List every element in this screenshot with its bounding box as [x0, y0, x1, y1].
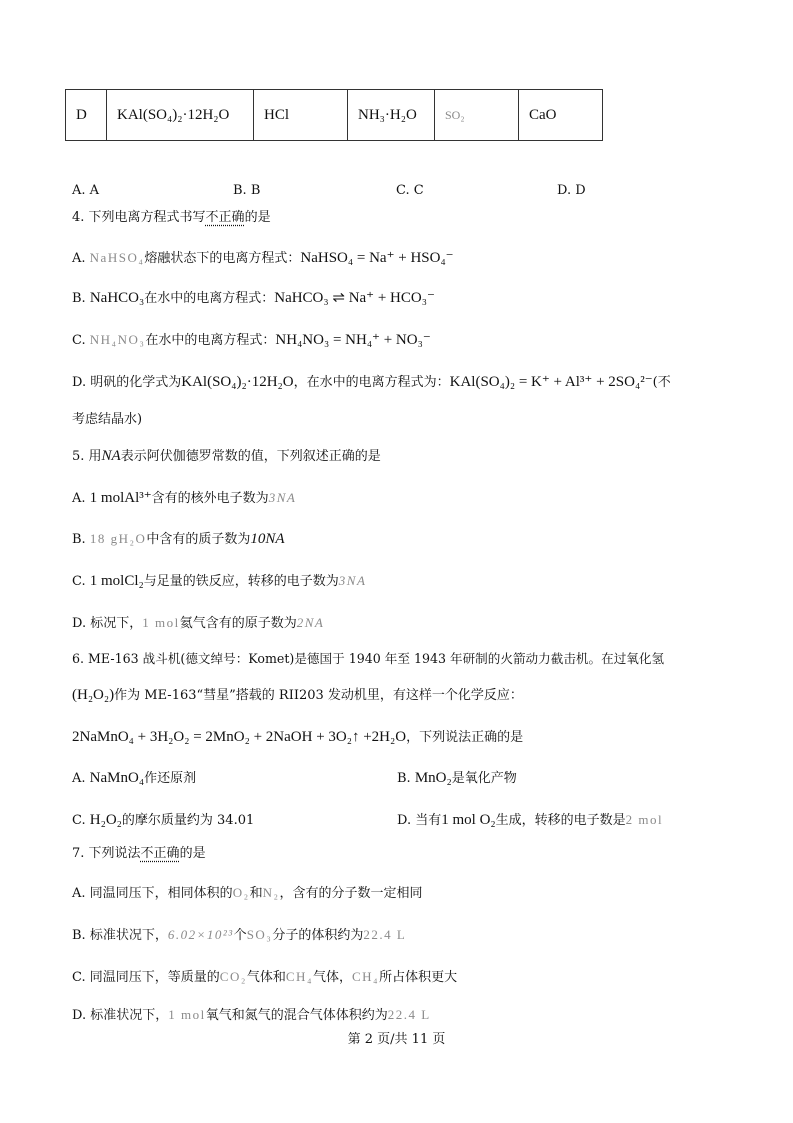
q7-stem — [72, 845, 206, 863]
option-value: 22.4 L — [363, 927, 407, 942]
option-text: 分子的体积约为 — [272, 928, 364, 943]
option-text: (不 — [652, 375, 671, 390]
option-label: A. — [72, 251, 86, 266]
q5-stem-pre: 5. 用 — [72, 449, 102, 464]
option-text: 与足量的铁反应，转移的电子数为 — [143, 574, 339, 589]
option-text: 熔融状态下的电离方程式： — [144, 251, 301, 266]
q7-option-b — [72, 926, 406, 945]
option-text: 氧气和氮气的混合气体体积约为 — [205, 1008, 388, 1023]
q4-option-d-line2: 考虑结晶水) — [72, 412, 143, 427]
q4-stem-post: 的是 — [244, 210, 271, 225]
number-value: 6.02×10²³ — [167, 927, 234, 942]
option-text: 和 — [249, 886, 263, 901]
q6-option-c — [72, 811, 254, 830]
option-text: 标准状况下， — [90, 1008, 169, 1023]
option-text: 当有 — [415, 813, 442, 828]
q4-option-d — [72, 373, 671, 392]
chem-formula: 1 mol — [168, 1007, 206, 1022]
option-label: D. — [72, 616, 87, 631]
option-text: 是氧化产物 — [451, 771, 517, 786]
option-text: 所占体积更大 — [379, 970, 458, 985]
option-value: 2 mol — [625, 812, 664, 827]
avogadro-symbol: NA — [101, 448, 121, 464]
option-label: B. — [72, 291, 86, 306]
option-label: A. — [72, 771, 86, 786]
q7-option-c — [72, 968, 457, 987]
chem-formula: (H₂O₂) — [72, 687, 115, 703]
q4-stem — [72, 209, 271, 227]
table-cell-label: D — [66, 90, 107, 141]
option-label: A. — [72, 886, 86, 901]
table-cell: HCl — [254, 90, 348, 141]
option-text: 生成，转移的电子数是 — [495, 813, 626, 828]
table-cell: SO₂ — [435, 90, 519, 141]
option-label: A. — [72, 491, 86, 506]
table-cell: CaO — [519, 90, 603, 141]
q3-option-a: A. A — [72, 183, 100, 198]
option-label: D. — [72, 375, 87, 390]
chem-formula: O₂ — [232, 885, 250, 900]
chem-formula: 1 mol — [142, 615, 180, 630]
q6-equation-line — [72, 728, 523, 747]
q3-option-b: B. B — [233, 183, 261, 198]
chem-formula: SO₃ — [246, 927, 273, 942]
q6-stem-line1: 6. ME-163 战斗机(德文绰号：Komet)是德国于 1940 年至 1943 年研制的火箭动力截击机。在过氧化氢 — [72, 651, 665, 666]
ionization-equation: NH₄NO₃ = NH₄⁺ + NO₃⁻ — [275, 332, 431, 348]
table-cell: NH₃·H₂O — [348, 90, 435, 141]
chem-formula: MnO₂ — [414, 770, 452, 786]
q4-stem-emph: 不正确 — [205, 210, 245, 225]
chem-formula: CH₄ — [352, 969, 380, 984]
option-text: 明矾的化学式为 — [90, 375, 182, 390]
chem-formula: NaMnO₄ — [89, 770, 145, 786]
q6-stem-text: 作为 ME-163“彗星”搭载的 RII203 发动机里，有这样一个化学反应： — [114, 688, 523, 703]
option-text: ，在水中的电离方程式为： — [293, 375, 450, 390]
ionization-equation: NaHSO₄ = Na⁺ + HSO₄⁻ — [300, 250, 454, 266]
table-cell: KAl(SO₄)₂·12H₂O — [107, 90, 254, 141]
option-label: C. — [72, 333, 86, 348]
option-text: 标准状况下， — [89, 928, 168, 943]
q3-option-c: C. C — [396, 183, 424, 198]
q5-stem — [72, 447, 381, 466]
option-label: C. — [72, 574, 86, 589]
chem-formula: 1 molAl³⁺ — [89, 490, 152, 506]
q6-option-d — [397, 811, 663, 830]
q4-option-b — [72, 289, 435, 308]
table-row — [66, 90, 603, 141]
page-footer: 第 2 页/共 11 页 — [347, 1032, 446, 1047]
chem-formula: 18 gH₂O — [89, 531, 147, 546]
option-text: 中含有的质子数为 — [146, 532, 251, 547]
q7-option-d — [72, 1006, 431, 1025]
option-label: C. — [72, 970, 86, 985]
option-text: 在水中的电离方程式： — [144, 291, 275, 306]
option-value: 3NA — [268, 490, 297, 505]
option-value: 3NA — [338, 573, 367, 588]
chem-formula: KAl(SO₄)₂·12H₂O — [181, 374, 294, 390]
chem-formula: H₂O₂ — [89, 812, 122, 828]
q7-stem-emph: 不正确 — [140, 846, 180, 861]
option-text: 同温同压下，等质量的 — [89, 970, 220, 985]
q7-option-a — [72, 884, 423, 903]
options-table — [65, 89, 603, 141]
option-text: ，含有的分子数一定相同 — [279, 886, 423, 901]
option-label: C. — [72, 813, 86, 828]
option-text: 在水中的电离方程式： — [145, 333, 276, 348]
q6-stem-line2 — [72, 686, 523, 705]
option-text: 气体， — [312, 970, 352, 985]
q5-stem-post: 表示阿伏伽德罗常数的值，下列叙述正确的是 — [120, 449, 381, 464]
option-text: 个 — [233, 928, 247, 943]
ionization-equation: NaHCO₃ ⇌ Na⁺ + HCO₃⁻ — [274, 290, 435, 306]
q6-option-b — [397, 769, 517, 788]
option-value: 22.4 L — [387, 1007, 431, 1022]
option-text: 氦气含有的原子数为 — [179, 616, 297, 631]
q3-option-d: D. D — [557, 183, 586, 198]
option-text: 同温同压下，相同体积的 — [89, 886, 233, 901]
option-text: 含有的核外电子数为 — [151, 491, 269, 506]
chem-formula: N₂ — [262, 885, 280, 900]
option-label: B. — [72, 928, 86, 943]
q5-option-d — [72, 614, 324, 633]
q4-option-a — [72, 249, 454, 268]
reaction-equation: 2NaMnO₄ + 3H₂O₂ = 2MnO₂ + 2NaOH + 3O₂↑ +2H₂O — [72, 729, 407, 745]
chem-formula: NaHSO₄ — [89, 250, 145, 265]
option-value: 2NA — [296, 615, 325, 630]
chem-formula: 1 mol O₂ — [441, 812, 496, 828]
option-label: D. — [397, 813, 412, 828]
option-text: 作还原剂 — [144, 771, 197, 786]
q7-stem-post: 的是 — [179, 846, 206, 861]
option-text: 标况下， — [90, 616, 143, 631]
q4-option-c — [72, 331, 431, 350]
option-label: B. — [72, 532, 86, 547]
option-label: B. — [397, 771, 411, 786]
chem-formula: CH₄ — [285, 969, 313, 984]
q5-option-c — [72, 572, 366, 591]
q6-stem-tail: ，下列说法正确的是 — [406, 730, 524, 745]
q5-option-b — [72, 530, 285, 549]
chem-formula: NaHCO₃ — [89, 290, 145, 306]
q6-option-a — [72, 769, 196, 788]
chem-formula: CO₂ — [219, 969, 247, 984]
chem-formula: 1 molCl₂ — [89, 573, 144, 589]
ionization-equation: KAl(SO₄)₂ = K⁺ + Al³⁺ + 2SO₄²⁻ — [449, 374, 653, 390]
chem-formula: NH₄NO₃ — [89, 332, 146, 347]
q5-option-a — [72, 489, 296, 508]
option-text: 气体和 — [246, 970, 286, 985]
option-text: 的摩尔质量约为 34.01 — [121, 813, 255, 828]
option-value: 10NA — [250, 531, 285, 547]
q4-stem-pre: 4. 下列电离方程式书写 — [72, 210, 206, 225]
option-label: D. — [72, 1008, 87, 1023]
q7-stem-pre: 7. 下列说法 — [72, 846, 141, 861]
